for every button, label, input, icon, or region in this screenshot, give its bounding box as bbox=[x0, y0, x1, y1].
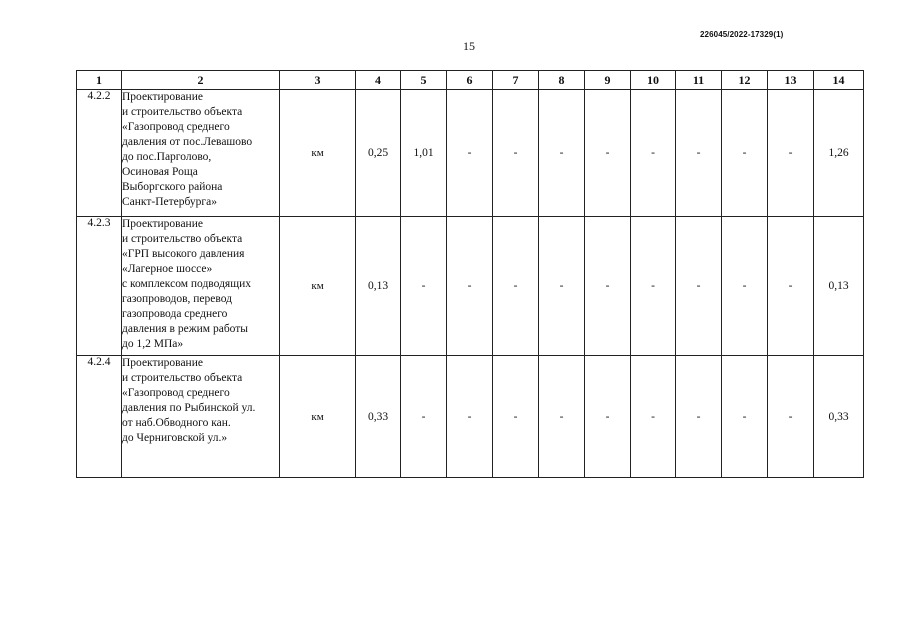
description-line: и строительство объекта bbox=[122, 233, 243, 245]
description-line: «ГРП высокого давления bbox=[122, 248, 245, 260]
value-cell-col10: - bbox=[631, 356, 676, 478]
row-description bbox=[122, 90, 280, 217]
value-cell-col11: - bbox=[676, 90, 722, 217]
column-header-10: 10 bbox=[631, 71, 676, 90]
value-cell-col10: - bbox=[631, 217, 676, 356]
description-line: давления по Рыбинской ул. bbox=[122, 402, 256, 414]
document-registration-number: 226045/2022-17329(1) bbox=[700, 30, 784, 39]
unit-cell: км bbox=[280, 356, 356, 478]
value-cell-col8: - bbox=[539, 217, 585, 356]
row-number: 4.2.4 bbox=[77, 356, 122, 478]
value-cell-col14: 0,13 bbox=[814, 217, 864, 356]
value-cell-col14: 0,33 bbox=[814, 356, 864, 478]
column-header-4: 4 bbox=[356, 71, 401, 90]
column-header-13: 13 bbox=[768, 71, 814, 90]
column-header-7: 7 bbox=[493, 71, 539, 90]
value-cell-col4: 0,25 bbox=[356, 90, 401, 217]
value-cell-col12: - bbox=[722, 90, 768, 217]
value-cell-col4: 0,13 bbox=[356, 217, 401, 356]
value-cell-col11: - bbox=[676, 217, 722, 356]
column-header-3: 3 bbox=[280, 71, 356, 90]
table-row bbox=[77, 90, 864, 217]
column-header-1: 1 bbox=[77, 71, 122, 90]
value-cell-col12: - bbox=[722, 217, 768, 356]
description-line: Проектирование bbox=[122, 218, 203, 230]
row-number: 4.2.2 bbox=[77, 90, 122, 217]
column-header-2: 2 bbox=[122, 71, 280, 90]
row-description bbox=[122, 217, 280, 356]
value-cell-col9: - bbox=[585, 90, 631, 217]
row-description bbox=[122, 356, 280, 478]
description-line: и строительство объекта bbox=[122, 106, 243, 118]
value-cell-col7: - bbox=[493, 356, 539, 478]
description-line: газопровода среднего bbox=[122, 308, 228, 320]
description-line: Проектирование bbox=[122, 91, 203, 103]
data-table bbox=[76, 70, 864, 478]
value-cell-col13: - bbox=[768, 217, 814, 356]
description-line: до Черниговской ул.» bbox=[122, 432, 228, 444]
column-header-5: 5 bbox=[401, 71, 447, 90]
value-cell-col6: - bbox=[447, 356, 493, 478]
value-cell-col5: - bbox=[401, 356, 447, 478]
description-line: давления от пос.Левашово bbox=[122, 136, 253, 148]
description-line: от наб.Обводного кан. bbox=[122, 417, 231, 429]
column-header-14: 14 bbox=[814, 71, 864, 90]
value-cell-col14: 1,26 bbox=[814, 90, 864, 217]
column-header-12: 12 bbox=[722, 71, 768, 90]
page-number: 15 bbox=[463, 39, 475, 53]
description-line: газопроводов, перевод bbox=[122, 293, 232, 305]
value-cell-col11: - bbox=[676, 356, 722, 478]
column-header-9: 9 bbox=[585, 71, 631, 90]
value-cell-col8: - bbox=[539, 90, 585, 217]
unit-cell: км bbox=[280, 217, 356, 356]
description-line: Выборгского района bbox=[122, 181, 223, 193]
table-row bbox=[77, 217, 864, 356]
description-line: до 1,2 МПа» bbox=[122, 338, 184, 350]
description-line: и строительство объекта bbox=[122, 372, 243, 384]
value-cell-col9: - bbox=[585, 356, 631, 478]
value-cell-col7: - bbox=[493, 90, 539, 217]
description-line: «Газопровод среднего bbox=[122, 121, 230, 133]
column-header-6: 6 bbox=[447, 71, 493, 90]
row-number: 4.2.3 bbox=[77, 217, 122, 356]
description-line: Осиновая Роща bbox=[122, 166, 198, 178]
value-cell-col5: - bbox=[401, 217, 447, 356]
value-cell-col6: - bbox=[447, 90, 493, 217]
value-cell-col10: - bbox=[631, 90, 676, 217]
table-header-row bbox=[77, 71, 864, 90]
value-cell-col13: - bbox=[768, 90, 814, 217]
description-line: Санкт-Петербурга» bbox=[122, 196, 217, 208]
value-cell-col6: - bbox=[447, 217, 493, 356]
unit-cell: км bbox=[280, 90, 356, 217]
column-header-8: 8 bbox=[539, 71, 585, 90]
description-line: с комплексом подводящих bbox=[122, 278, 251, 290]
value-cell-col12: - bbox=[722, 356, 768, 478]
value-cell-col9: - bbox=[585, 217, 631, 356]
table-row bbox=[77, 356, 864, 478]
description-line: «Газопровод среднего bbox=[122, 387, 230, 399]
description-line: «Лагерное шоссе» bbox=[122, 263, 213, 275]
value-cell-col13: - bbox=[768, 356, 814, 478]
description-line: до пос.Парголово, bbox=[122, 151, 212, 163]
value-cell-col4: 0,33 bbox=[356, 356, 401, 478]
column-header-11: 11 bbox=[676, 71, 722, 90]
value-cell-col5: 1,01 bbox=[401, 90, 447, 217]
value-cell-col7: - bbox=[493, 217, 539, 356]
value-cell-col8: - bbox=[539, 356, 585, 478]
description-line: давления в режим работы bbox=[122, 323, 249, 335]
description-line: Проектирование bbox=[122, 357, 203, 369]
